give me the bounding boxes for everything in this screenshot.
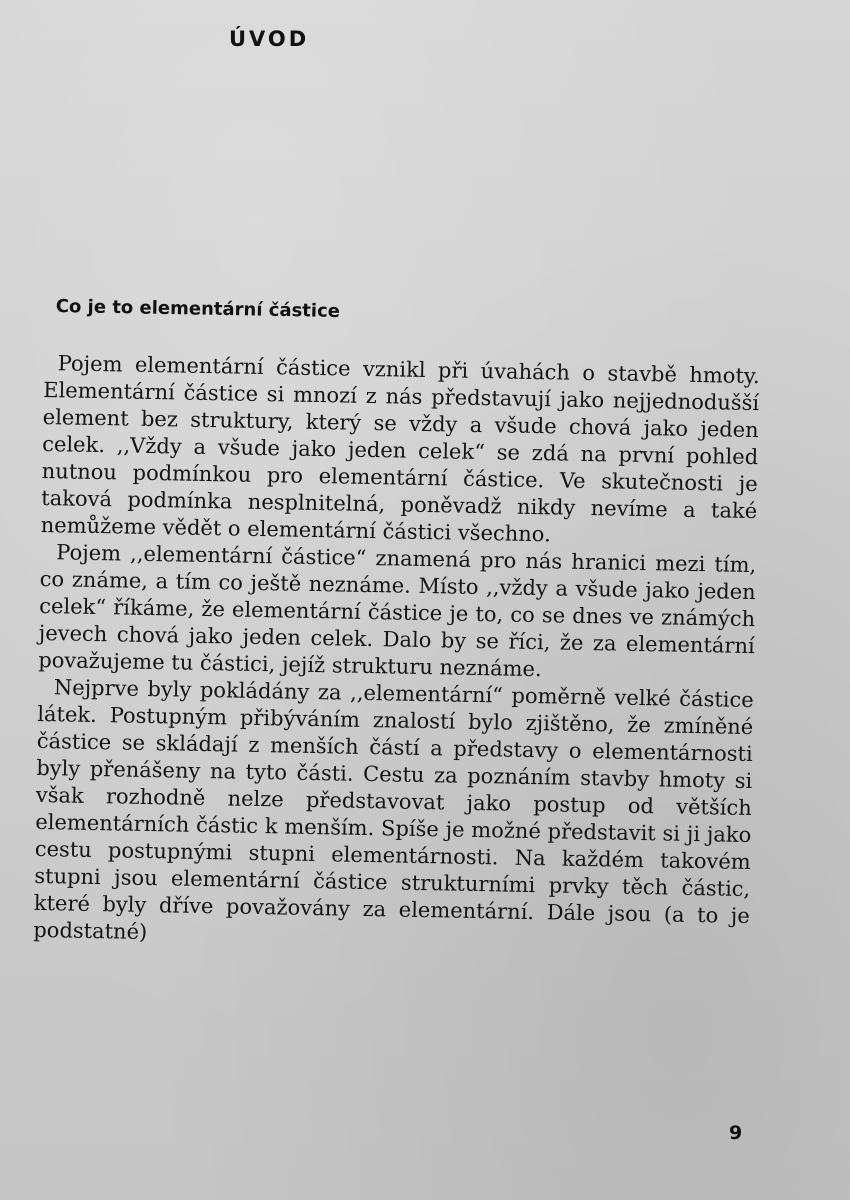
page-number: 9 <box>729 1122 743 1144</box>
paragraph-1: Pojem elementární částice vznikl při úvahách o stavbě hmoty. Elementární částice si mnozí z nás představují jako nejjednodušší element bez struktury, který se vždy a všude chová jako jeden celek. ,,Vždy a všude jako jeden celek“ se zdá na první pohled nutnou podmínkou pro elementární částice. Ve skutečnosti je taková podmínka nesplnitelná, poněvadž nikdy nevíme a také nemůžeme vědět o elementární částici všechno. <box>40 351 760 547</box>
body-text <box>33 350 760 957</box>
paragraph-3: Nejprve byly pokládány za ,,elementární“ poměrně velké částice látek. Postupným přibýváním znalostí bylo zjištěno, že zmíněné částice se skládají z menších částí a představy o elementárnosti byly přenášeny na tyto části. Cestu za poznáním stavby hmoty si však rozhodně nelze představovat jako postup od větších elementárních částic k menším. Spíše je možné představit si ji jako cestu postupnými stupni elementárnosti. Na každém takovém stupni jsou elementární částice strukturními prvky těch částic, které byly dříve považovány za elementární. Dále jsou (a to je podstatné) <box>33 675 754 944</box>
chapter-title: ÚVOD <box>229 27 310 51</box>
section-heading: Co je to elementární částice <box>55 296 341 322</box>
paragraph-2: Pojem ,,elementární částice“ znamená pro nás hranici mezi tím, co známe, a tím co ještě neznáme. Místo ,,vždy a všude jako jeden celek“ říkáme, že elementární částice je to, co se dnes ve známých jevech chová jako jeden celek. Dalo by se říci, že za elementární považujeme tu částici, jejíž strukturu neznáme. <box>38 540 757 682</box>
